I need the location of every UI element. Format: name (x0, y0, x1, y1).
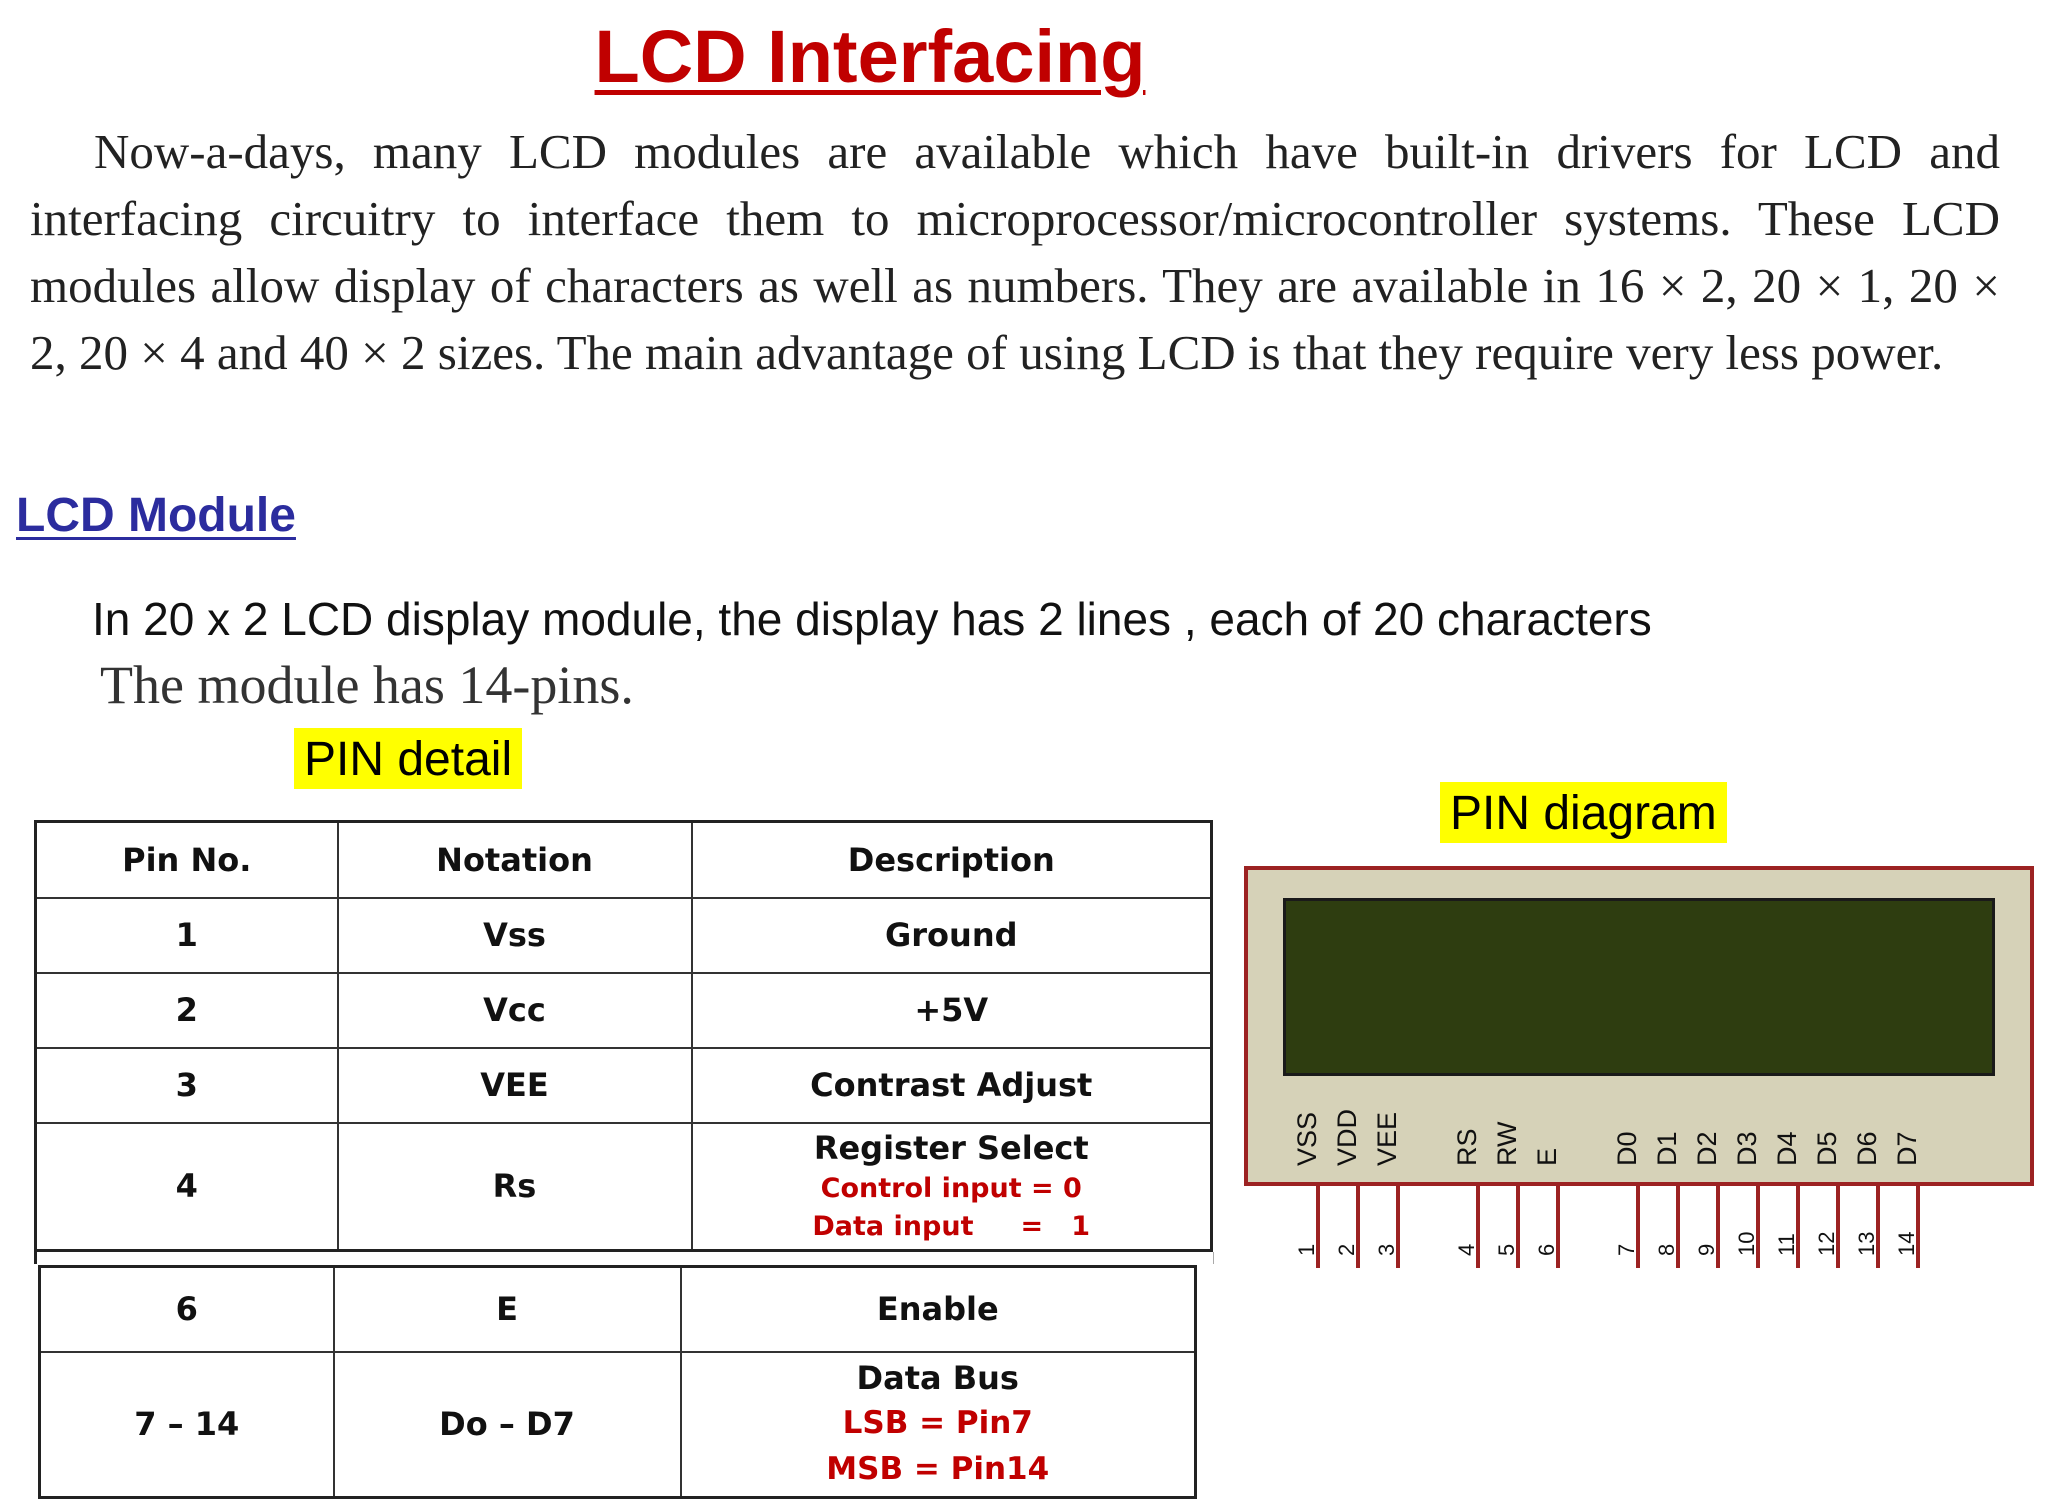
pin-label: D3 (1732, 1131, 1762, 1166)
pin-number: 2 (36, 973, 338, 1048)
pin-number-label: 14 (1894, 1231, 1919, 1256)
pin-detail-table (34, 820, 1213, 1252)
pin-label: E (1532, 1147, 1562, 1166)
pin-description: Ground (692, 898, 1212, 973)
pin-detail-label: PIN detail (294, 728, 522, 789)
pin-notation: Do – D7 (334, 1352, 681, 1498)
pin-number: 4 (36, 1123, 338, 1251)
lcd-screen (1283, 898, 1995, 1076)
pin-number-label: 1 (1294, 1243, 1319, 1256)
pin-notation: Rs (338, 1123, 692, 1251)
pin-number-label: 11 (1774, 1233, 1799, 1256)
pin-notation: E (334, 1267, 681, 1352)
pin-label: D7 (1892, 1131, 1922, 1166)
pin-number-label: 8 (1654, 1243, 1679, 1256)
pin-label: RW (1492, 1121, 1522, 1166)
pin-note: Control input = 0 (820, 1173, 1082, 1205)
pin-label: D2 (1692, 1131, 1722, 1166)
table-row (36, 973, 1212, 1048)
header-description: Description (692, 822, 1212, 898)
pin-number-label: 12 (1814, 1231, 1839, 1256)
pin-label: VSS (1292, 1111, 1322, 1166)
pin-number-label: 4 (1454, 1243, 1479, 1256)
pin-notation: Vcc (338, 973, 692, 1048)
table-row (40, 1267, 1196, 1352)
pin-count-text: The module has 14-pins. (100, 655, 634, 715)
pin-description: Enable (681, 1267, 1196, 1352)
pin-number-label: 13 (1854, 1231, 1879, 1256)
table-header-row (36, 822, 1212, 898)
pin-number-label: 6 (1534, 1243, 1559, 1256)
table-row (36, 898, 1212, 973)
pin-label: D6 (1852, 1131, 1882, 1166)
pin-label: D1 (1652, 1131, 1682, 1166)
display-description: In 20 x 2 LCD display module, the display has 2 lines , each of 20 characters (92, 593, 1652, 645)
page-title: LCD Interfacing (594, 15, 1146, 98)
pin-label: VDD (1332, 1108, 1362, 1166)
pin-diagram-label: PIN diagram (1440, 782, 1727, 843)
pin-note: MSB = Pin14 (826, 1451, 1050, 1488)
pin-label: RS (1452, 1128, 1482, 1166)
pin-description: Data Bus (856, 1359, 1019, 1398)
header-notation: Notation (338, 822, 692, 898)
pin-note: Data input = 1 (812, 1211, 1091, 1243)
table-divider (34, 1252, 1214, 1264)
pin-number-label: 2 (1334, 1243, 1359, 1256)
pin-number-label: 10 (1734, 1231, 1759, 1256)
table-row (36, 1048, 1212, 1123)
pin-number-label: 3 (1374, 1243, 1399, 1256)
pin-label: VEE (1372, 1111, 1402, 1166)
pin-number: 7 – 14 (40, 1352, 334, 1498)
intro-paragraph: Now-a-days, many LCD modules are available which have built-in drivers for LCD and interfacing circuitry to interface them to microprocessor/microcontroller systems. These LCD modules allow display of characters as well as numbers. They are available in 16 × 2, 20 × 1, 20 × 2, 20 × 4 and 40 × 2 sizes. The main advantage of using LCD is that they require very less power. (30, 124, 2000, 380)
pin-label: D5 (1812, 1131, 1842, 1166)
pin-description: +5V (692, 973, 1212, 1048)
table-row (36, 1123, 1212, 1251)
pin-note: LSB = Pin7 (842, 1405, 1033, 1442)
section-heading: LCD Module (16, 489, 296, 542)
pin-number-label: 5 (1494, 1243, 1519, 1256)
pin-notation: VEE (338, 1048, 692, 1123)
pin-label: D0 (1612, 1131, 1642, 1166)
pin-number-label: 9 (1694, 1243, 1719, 1256)
pin-detail-table-continued (38, 1265, 1197, 1499)
pin-description: Contrast Adjust (692, 1048, 1212, 1123)
pin-notation: Vss (338, 898, 692, 973)
pin-number: 3 (36, 1048, 338, 1123)
table-row (40, 1352, 1196, 1498)
pin-label: D4 (1772, 1131, 1802, 1166)
header-pin-no: Pin No. (36, 822, 338, 898)
pin-number: 1 (36, 898, 338, 973)
pin-number: 6 (40, 1267, 334, 1352)
pin-description: Register Select (813, 1129, 1089, 1168)
pin-description-cell (692, 1123, 1212, 1251)
pin-description-cell (681, 1352, 1196, 1498)
pin-number-label: 7 (1614, 1243, 1639, 1256)
